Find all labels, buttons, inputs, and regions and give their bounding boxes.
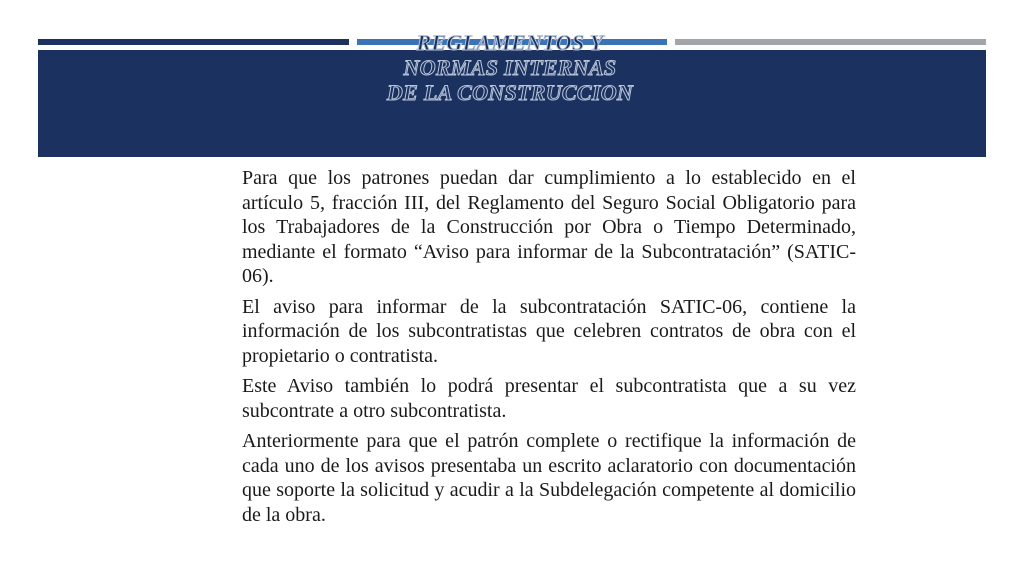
title-line-2: NORMAS INTERNAS <box>403 55 617 80</box>
slide-title <box>300 30 720 105</box>
accent-bar-right <box>675 39 986 45</box>
title-line-3: DE LA CONSTRUCCION <box>386 80 634 105</box>
slide-body <box>242 166 856 533</box>
body-paragraph-4: Anteriormente para que el patrón complete o rectifique la información de cada uno de los avisos presentaba un escrito aclaratorio con documentación que soporte la solicitud y acudir a la Subdelegación competente al domicilio de la obra. <box>242 430 856 526</box>
title-line-1: REGLAMENTOS Y <box>416 30 604 55</box>
body-paragraph-2: El aviso para informar de la subcontratación SATIC-06, contiene la información de los subcontratistas que celebren contratos de obra con el propietario o contratista. <box>242 295 856 367</box>
body-paragraph-3: Este Aviso también lo podrá presentar el subcontratista que a su vez subcontrate a otro subcontratista. <box>242 375 856 422</box>
body-paragraph-1: Para que los patrones puedan dar cumplimiento a lo establecido en el artículo 5, fracción III, del Reglamento del Seguro Social Obligatorio para los Trabajadores de la Construcción por Obra o Tiempo Determinado, mediante el formato “Aviso para informar de la Subcontratación” (SATIC-06). <box>242 167 856 287</box>
